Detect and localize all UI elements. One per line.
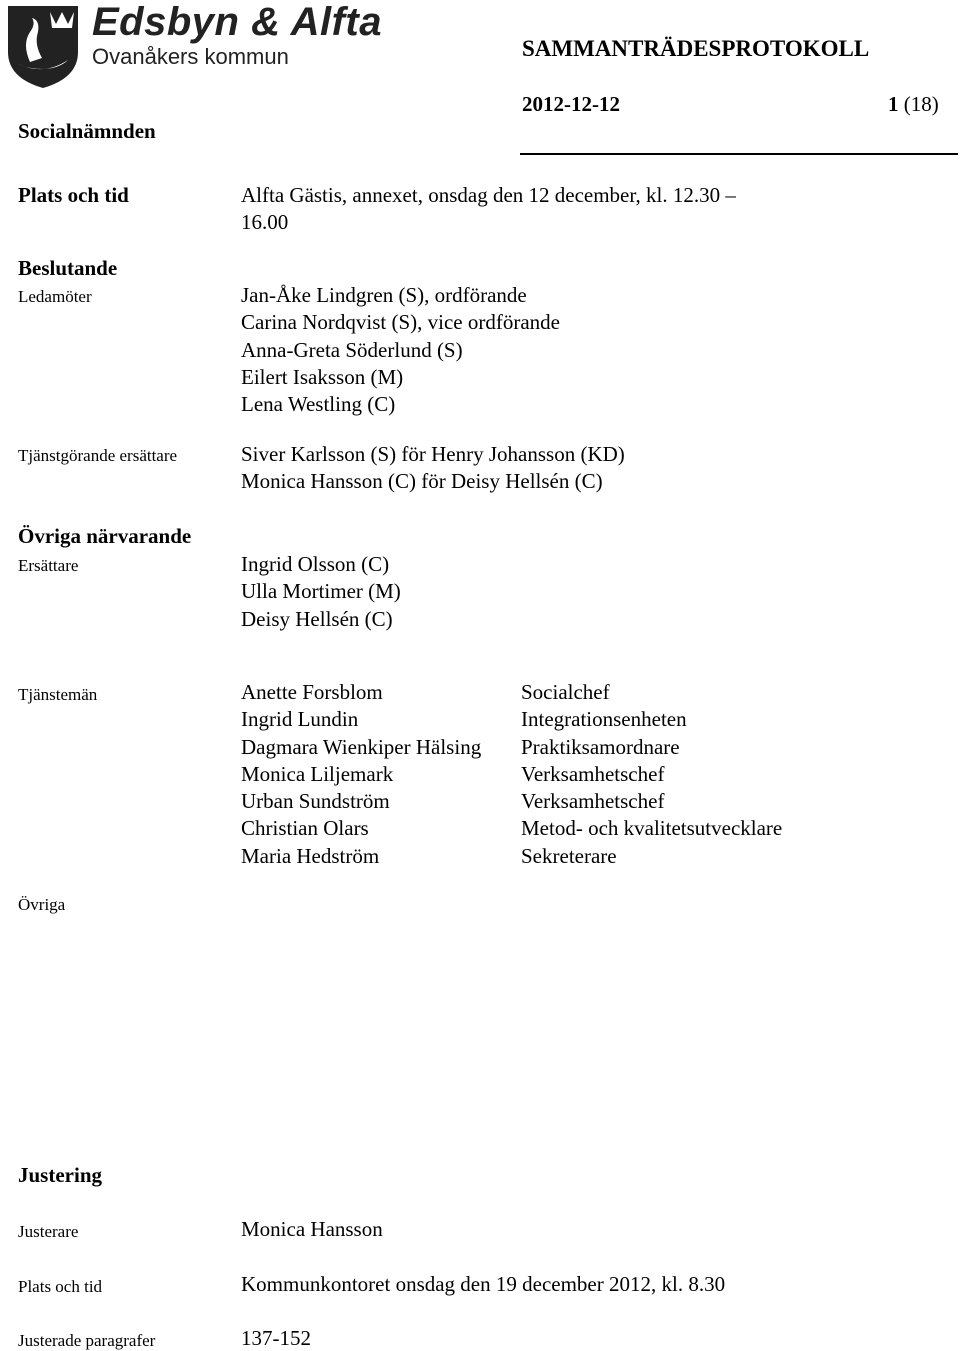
official-role: Verksamhetschef (521, 789, 665, 814)
official-name: Anette Forsblom (241, 680, 383, 704)
member-name: Eilert Isaksson (M) (241, 364, 404, 389)
member-name: Jan-Åke Lindgren (S), ordförande (241, 283, 527, 307)
decision-makers-heading: Beslutande (18, 256, 118, 280)
logo-municipality-name: Ovanåkers kommun (92, 44, 289, 69)
page-current: 1 (888, 92, 899, 116)
members-label: Ledamöter (18, 287, 92, 306)
member-name: Carina Nordqvist (S), vice ordförande (241, 310, 560, 335)
official-role: Integrationsenheten (521, 707, 687, 732)
paragraphs-value: 137-152 (241, 1326, 311, 1350)
official-row (241, 815, 782, 842)
others-label: Övriga (18, 895, 66, 914)
others-present-heading: Övriga närvarande (18, 524, 192, 548)
replacements-list (241, 551, 401, 633)
header-divider (520, 153, 958, 155)
adjustment-heading: Justering (18, 1163, 102, 1187)
substitute-entry: Siver Karlsson (S) för Henry Johansson (KD) (241, 442, 625, 466)
official-name: Christian Olars (241, 816, 369, 841)
official-role: Metod- och kvalitetsutvecklare (521, 816, 783, 841)
page-number (888, 92, 939, 117)
official-row (241, 706, 782, 733)
adjustment-place-label: Plats och tid (18, 1277, 103, 1296)
official-row (241, 734, 782, 761)
paragraphs-label: Justerade paragrafer (18, 1331, 156, 1350)
replacement-name: Ingrid Olsson (C) (241, 552, 390, 576)
adjustment-place-value: Kommunkontoret onsdag den 19 december 2012, kl. 8.30 (241, 1272, 726, 1296)
official-row (241, 679, 782, 706)
meeting-date: 2012-12-12 (522, 92, 620, 116)
official-name: Ingrid Lundin (241, 707, 359, 732)
official-role: Sekreterare (521, 843, 617, 868)
place-time-label: Plats och tid (18, 183, 129, 207)
official-row (241, 761, 782, 788)
place-time-line2: 16.00 (241, 210, 289, 234)
substitutes-list (241, 441, 625, 496)
place-time-line1: Alfta Gästis, annexet, onsdag den 12 december, kl. 12.30 – (241, 183, 736, 207)
official-row (241, 843, 782, 870)
replacement-name: Ulla Mortimer (M) (241, 579, 401, 604)
swan-crest-icon (4, 2, 82, 90)
member-name: Lena Westling (C) (241, 392, 396, 417)
official-name: Dagmara Wienkiper Hälsing (241, 734, 482, 759)
official-row (241, 788, 782, 815)
adjusters-value: Monica Hansson (241, 1217, 383, 1241)
official-name: Maria Hedström (241, 843, 380, 868)
officials-label: Tjänstemän (18, 685, 98, 704)
official-role: Praktiksamordnare (521, 734, 680, 759)
municipality-logo (4, 2, 82, 90)
substitute-entry: Monica Hansson (C) för Deisy Hellsén (C) (241, 469, 603, 494)
adjusters-label: Justerare (18, 1222, 79, 1241)
substitutes-label: Tjänstgörande ersättare (18, 446, 178, 465)
official-name: Monica Liljemark (241, 761, 394, 786)
committee-name: Socialnämnden (18, 119, 156, 143)
document-type: SAMMANTRÄDESPROTOKOLL (522, 36, 870, 61)
official-role: Socialchef (521, 680, 610, 704)
page-total: (18) (903, 92, 939, 116)
replacements-label: Ersättare (18, 556, 79, 575)
members-list (241, 282, 560, 418)
official-name: Urban Sundström (241, 789, 390, 814)
member-name: Anna-Greta Söderlund (S) (241, 337, 463, 362)
logo-wordmark: Edsbyn & Alfta (92, 0, 382, 44)
officials-table (241, 679, 782, 870)
official-role: Verksamhetschef (521, 761, 665, 786)
replacement-name: Deisy Hellsén (C) (241, 606, 393, 631)
